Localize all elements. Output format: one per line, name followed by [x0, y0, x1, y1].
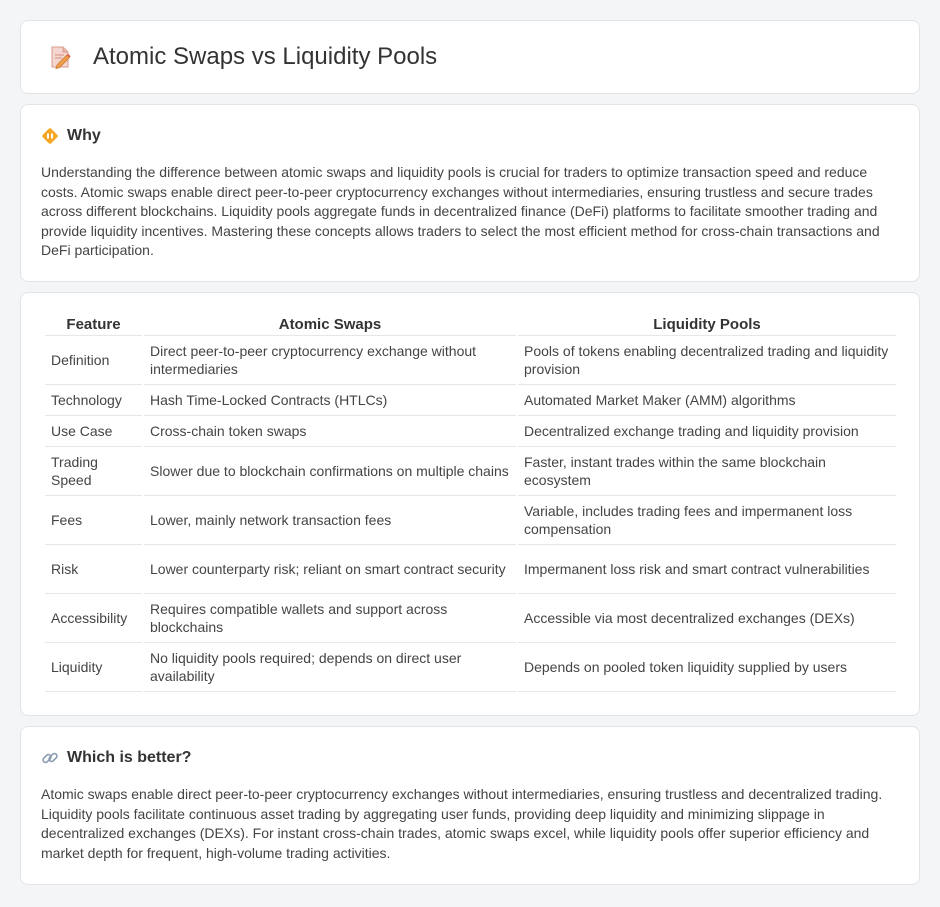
liquidity-pools-cell: Impermanent loss risk and smart contract vulnerabilities: [518, 545, 896, 594]
document-pencil-icon: [47, 44, 73, 70]
comparison-table-card: [20, 292, 920, 716]
page-title: Atomic Swaps vs Liquidity Pools: [93, 43, 438, 70]
atomic-swaps-cell: Cross-chain token swaps: [144, 416, 516, 447]
table-row: [45, 643, 896, 692]
atomic-swaps-cell: Hash Time-Locked Contracts (HTLCs): [144, 385, 516, 416]
feature-cell: Trading Speed: [45, 447, 142, 496]
column-header-feature: Feature: [45, 313, 142, 336]
atomic-swaps-cell: Direct peer-to-peer cryptocurrency exchange without intermediaries: [144, 336, 516, 385]
table-row: [45, 545, 896, 594]
table-row: [45, 336, 896, 385]
header-card: [20, 20, 920, 94]
liquidity-pools-cell: Decentralized exchange trading and liquidity provision: [518, 416, 896, 447]
liquidity-pools-cell: Accessible via most decentralized exchanges (DEXs): [518, 594, 896, 643]
diamond-warning-icon: [41, 127, 59, 145]
atomic-swaps-cell: Requires compatible wallets and support across blockchains: [144, 594, 516, 643]
table-row: [45, 447, 896, 496]
feature-cell: Risk: [45, 545, 142, 594]
which-is-better-section: [20, 726, 920, 885]
better-header: [41, 749, 899, 767]
liquidity-pools-cell: Faster, instant trades within the same blockchain ecosystem: [518, 447, 896, 496]
table-header-row: [45, 313, 896, 336]
better-title: Which is better?: [67, 749, 192, 766]
table-row: [45, 416, 896, 447]
atomic-swaps-cell: Lower, mainly network transaction fees: [144, 496, 516, 545]
comparison-table: [43, 313, 898, 692]
liquidity-pools-cell: Pools of tokens enabling decentralized trading and liquidity provision: [518, 336, 896, 385]
table-row: [45, 385, 896, 416]
feature-cell: Definition: [45, 336, 142, 385]
liquidity-pools-cell: Automated Market Maker (AMM) algorithms: [518, 385, 896, 416]
column-header-atomic-swaps: Atomic Swaps: [144, 313, 516, 336]
feature-cell: Fees: [45, 496, 142, 545]
liquidity-pools-cell: Depends on pooled token liquidity supplied by users: [518, 643, 896, 692]
atomic-swaps-cell: Slower due to blockchain confirmations on multiple chains: [144, 447, 516, 496]
better-text: Atomic swaps enable direct peer-to-peer cryptocurrency exchanges without intermediaries, ensuring trustless and decentralized trading. Liquidity pools facilitate continuous asset trading by aggregating user funds, providing deep liquidity and minimizing slippage in decentralized exchanges (DEXs). For instant cross-chain trades, atomic swaps excel, while liquidity pools offer superior efficiency and market depth for frequent, high-volume trading activities.: [41, 786, 883, 861]
why-section: [20, 104, 920, 282]
table-row: [45, 594, 896, 643]
why-text: Understanding the difference between atomic swaps and liquidity pools is crucial for traders to optimize transaction speed and reduce costs. Atomic swaps enable direct peer-to-peer cryptocurrency exchanges without intermediaries, ensuring trustless and secure trades across different blockchains. Liquidity pools aggregate funds in decentralized finance (DeFi) platforms to facilitate smoother trading and provide liquidity incentives. Mastering these concepts allows traders to select the most efficient method for cross-chain transactions and DeFi participation.: [41, 164, 880, 258]
feature-cell: Liquidity: [45, 643, 142, 692]
feature-cell: Accessibility: [45, 594, 142, 643]
liquidity-pools-cell: Variable, includes trading fees and impermanent loss compensation: [518, 496, 896, 545]
atomic-swaps-cell: Lower counterparty risk; reliant on smart contract security: [144, 545, 516, 594]
table-row: [45, 496, 896, 545]
column-header-liquidity-pools: Liquidity Pools: [518, 313, 896, 336]
why-header: [41, 127, 899, 145]
feature-cell: Use Case: [45, 416, 142, 447]
feature-cell: Technology: [45, 385, 142, 416]
atomic-swaps-cell: No liquidity pools required; depends on direct user availability: [144, 643, 516, 692]
link-icon: [41, 749, 59, 767]
why-title: Why: [67, 127, 101, 144]
